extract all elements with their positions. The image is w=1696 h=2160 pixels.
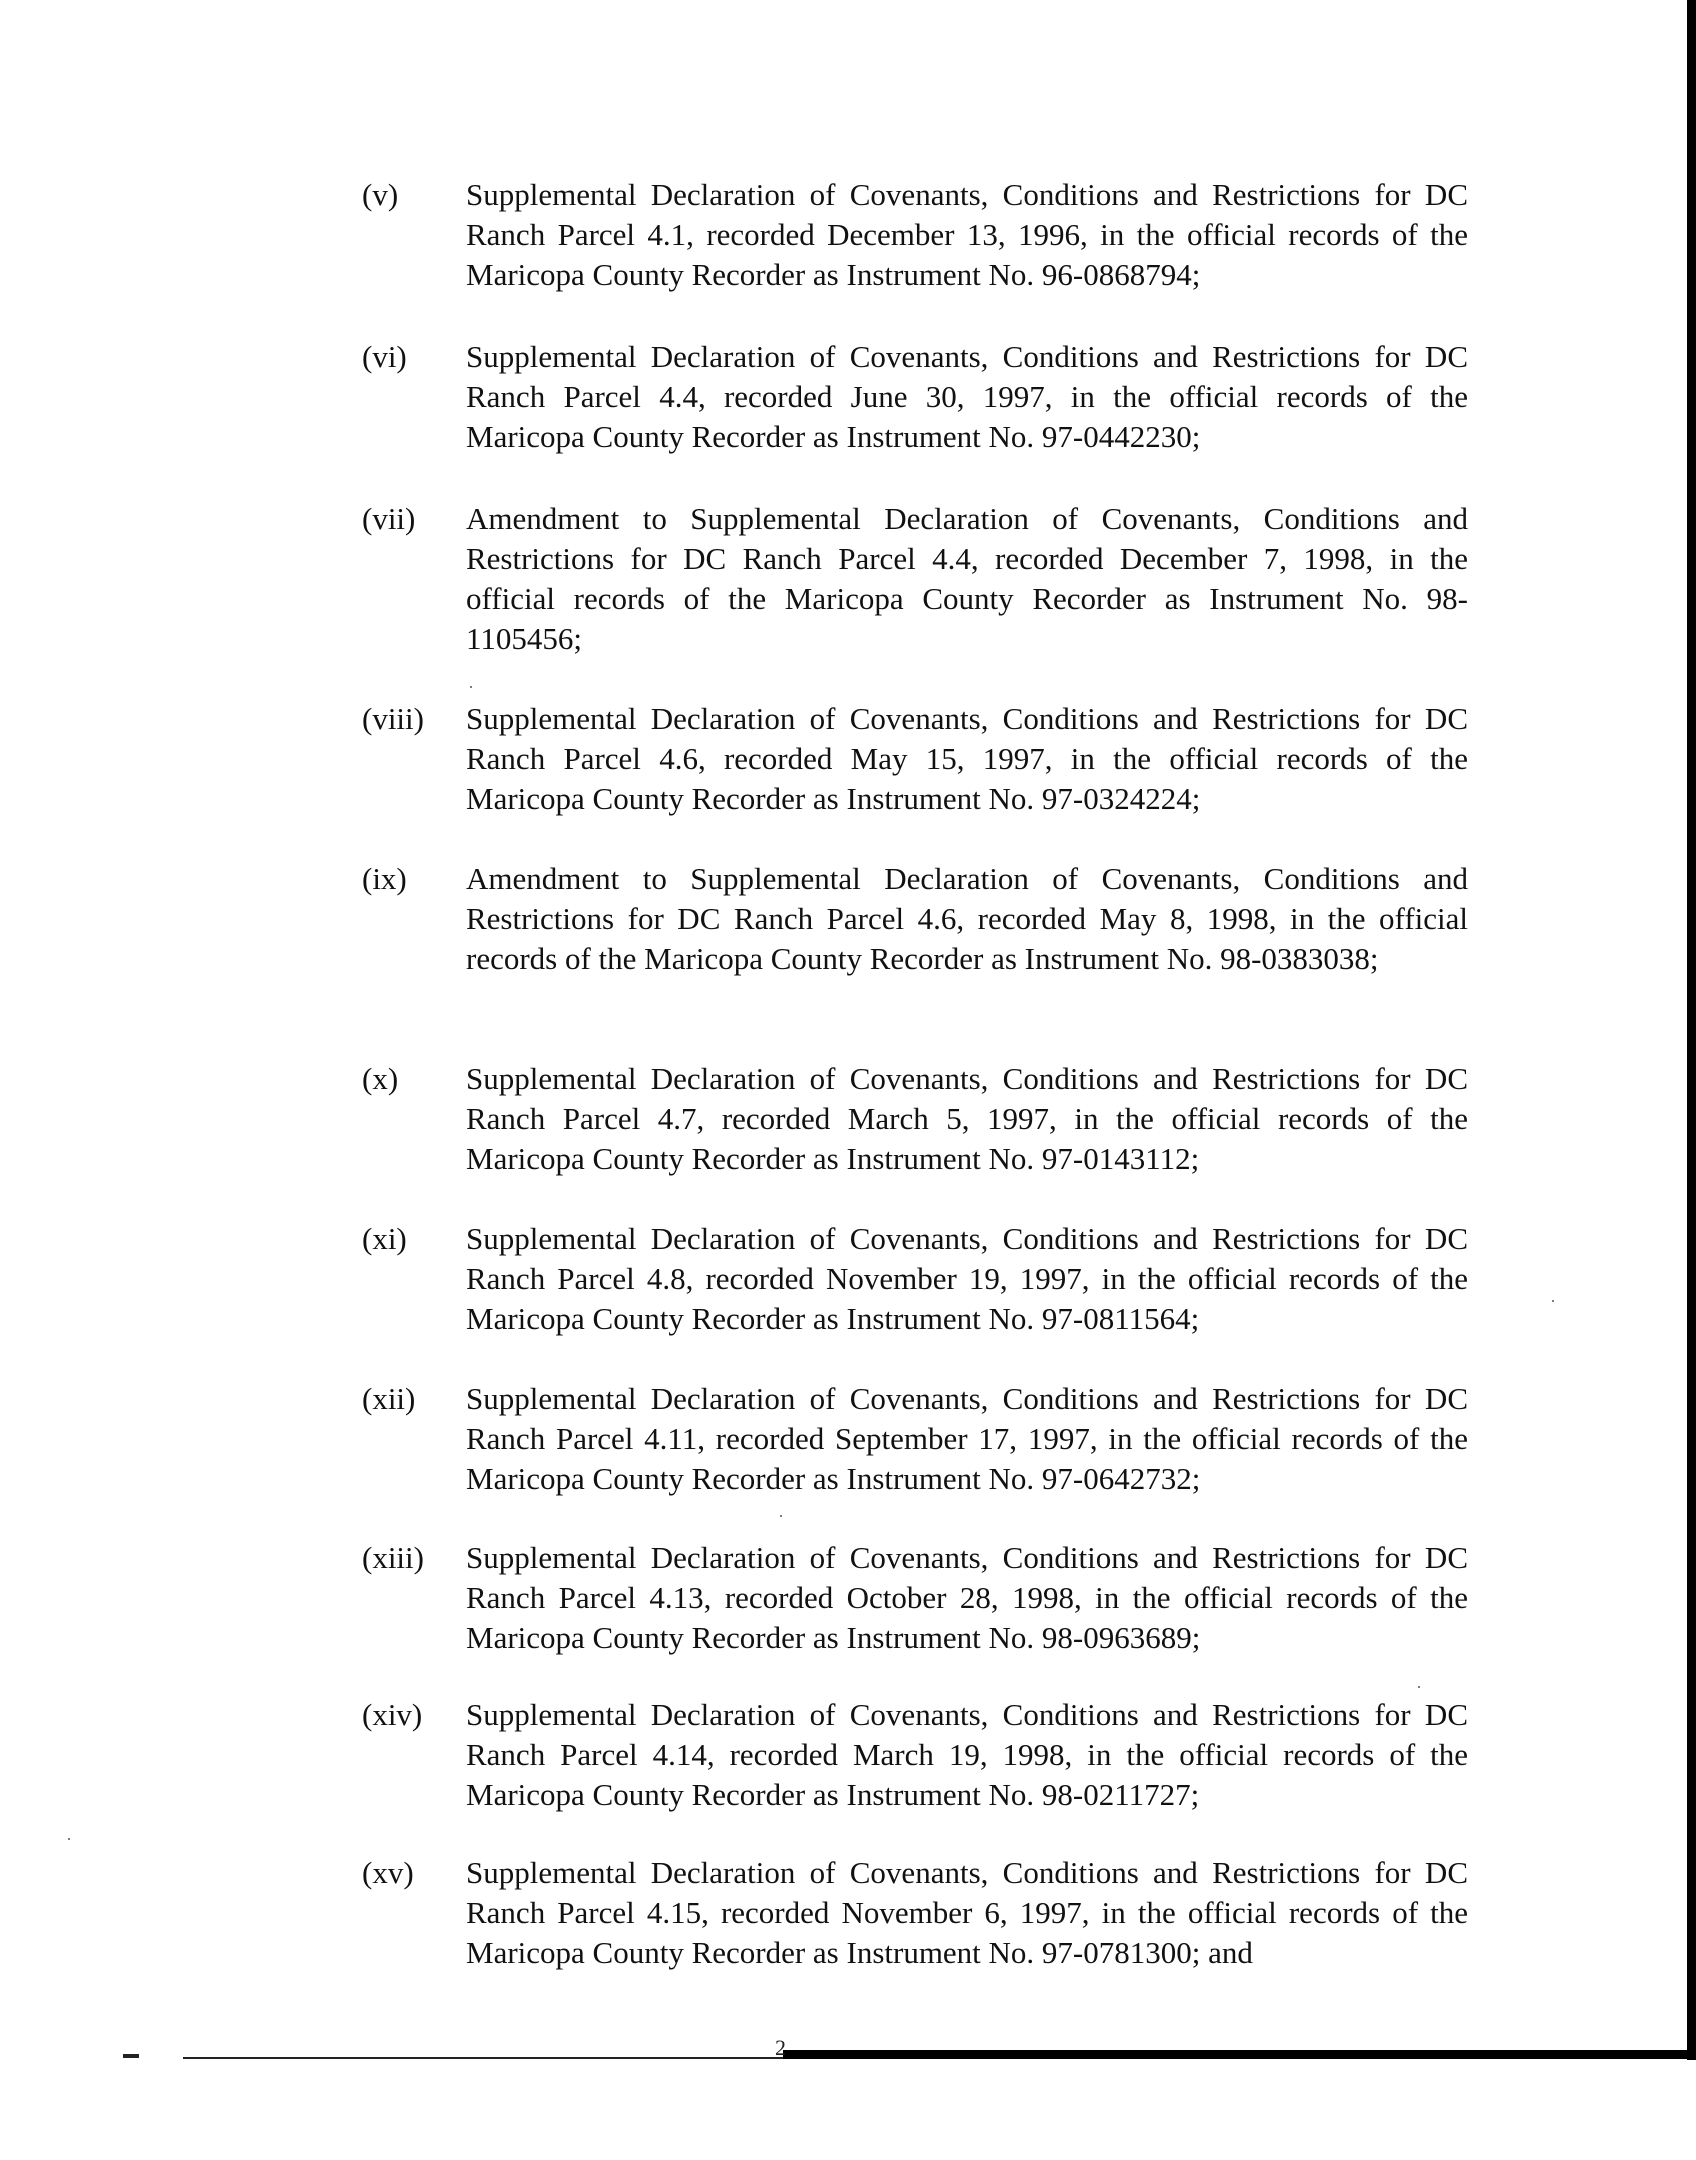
footer-mark (123, 2054, 139, 2058)
footer-rule (183, 2057, 783, 2059)
item-text: Amendment to Supplemental Declaration of Covenants, Conditions and Restrictions for DC Ranch Parcel 4.4, recorded December 7, 1998, in the official records of the Maricopa County Recorder as Instrument No. 98-1105456; (466, 501, 1468, 656)
item-text: Supplemental Declaration of Covenants, Conditions and Restrictions for DC Ranch Parcel 4.6, recorded May 15, 1997, in the official records of the Maricopa County Recorder as Instrument No. 97-0324224; (466, 701, 1468, 816)
scan-speck (470, 686, 472, 688)
item-text: Supplemental Declaration of Covenants, Conditions and Restrictions for DC Ranch Parcel 4.4, recorded June 30, 1997, in the official records of the Maricopa County Recorder as Instrument No. 97-0442230; (466, 339, 1468, 454)
item-numeral: (v) (362, 177, 399, 212)
scan-speck (1552, 1300, 1554, 1302)
item-text: Supplemental Declaration of Covenants, Conditions and Restrictions for DC Ranch Parcel 4.14, recorded March 19, 1998, in the official records of the Maricopa County Recorder as Instrument No. 98-0211727; (466, 1697, 1468, 1812)
item-numeral: (xii) (362, 1381, 416, 1416)
scan-edge-bar (1687, 0, 1696, 2060)
item-numeral: (ix) (362, 861, 407, 896)
item-text: Supplemental Declaration of Covenants, Conditions and Restrictions for DC Ranch Parcel 4.1, recorded December 13, 1996, in the official records of the Maricopa County Recorder as Instrument No. 96-0868794; (466, 177, 1468, 292)
item-numeral: (xiii) (362, 1540, 424, 1575)
scan-speck (68, 1838, 70, 1840)
scan-speck (780, 1515, 782, 1517)
item-text: Supplemental Declaration of Covenants, Conditions and Restrictions for DC Ranch Parcel 4.7, recorded March 5, 1997, in the official records of the Maricopa County Recorder as Instrument No. 97-0143112; (466, 1061, 1468, 1176)
item-numeral: (vi) (362, 339, 407, 374)
item-text: Amendment to Supplemental Declaration of Covenants, Conditions and Restrictions for DC Ranch Parcel 4.6, recorded May 8, 1998, in the official records of the Maricopa County Recorder as Instrument No. 98-0383038; (466, 861, 1468, 976)
scan-edge-bar (783, 2050, 1687, 2059)
item-numeral: (xi) (362, 1221, 407, 1256)
item-text: Supplemental Declaration of Covenants, Conditions and Restrictions for DC Ranch Parcel 4.15, recorded November 6, 1997, in the official records of the Maricopa County Recorder as Instrument No. 97-0781300; and (466, 1855, 1468, 1970)
item-text: Supplemental Declaration of Covenants, Conditions and Restrictions for DC Ranch Parcel 4.8, recorded November 19, 1997, in the official records of the Maricopa County Recorder as Instrument No. 97-0811564; (466, 1221, 1468, 1336)
item-numeral: (xv) (362, 1855, 414, 1890)
item-numeral: (x) (362, 1061, 399, 1096)
item-numeral: (xiv) (362, 1697, 423, 1732)
scan-speck (1418, 1686, 1420, 1688)
page-number: 2 (775, 2035, 786, 2060)
item-numeral: (viii) (362, 701, 424, 736)
item-text: Supplemental Declaration of Covenants, Conditions and Restrictions for DC Ranch Parcel 4.13, recorded October 28, 1998, in the official records of the Maricopa County Recorder as Instrument No. 98-0963689; (466, 1540, 1468, 1655)
item-text: Supplemental Declaration of Covenants, Conditions and Restrictions for DC Ranch Parcel 4.11, recorded September 17, 1997, in the official records of the Maricopa County Recorder as Instrument No. 97-0642732; (466, 1381, 1468, 1496)
item-numeral: (vii) (362, 501, 416, 536)
